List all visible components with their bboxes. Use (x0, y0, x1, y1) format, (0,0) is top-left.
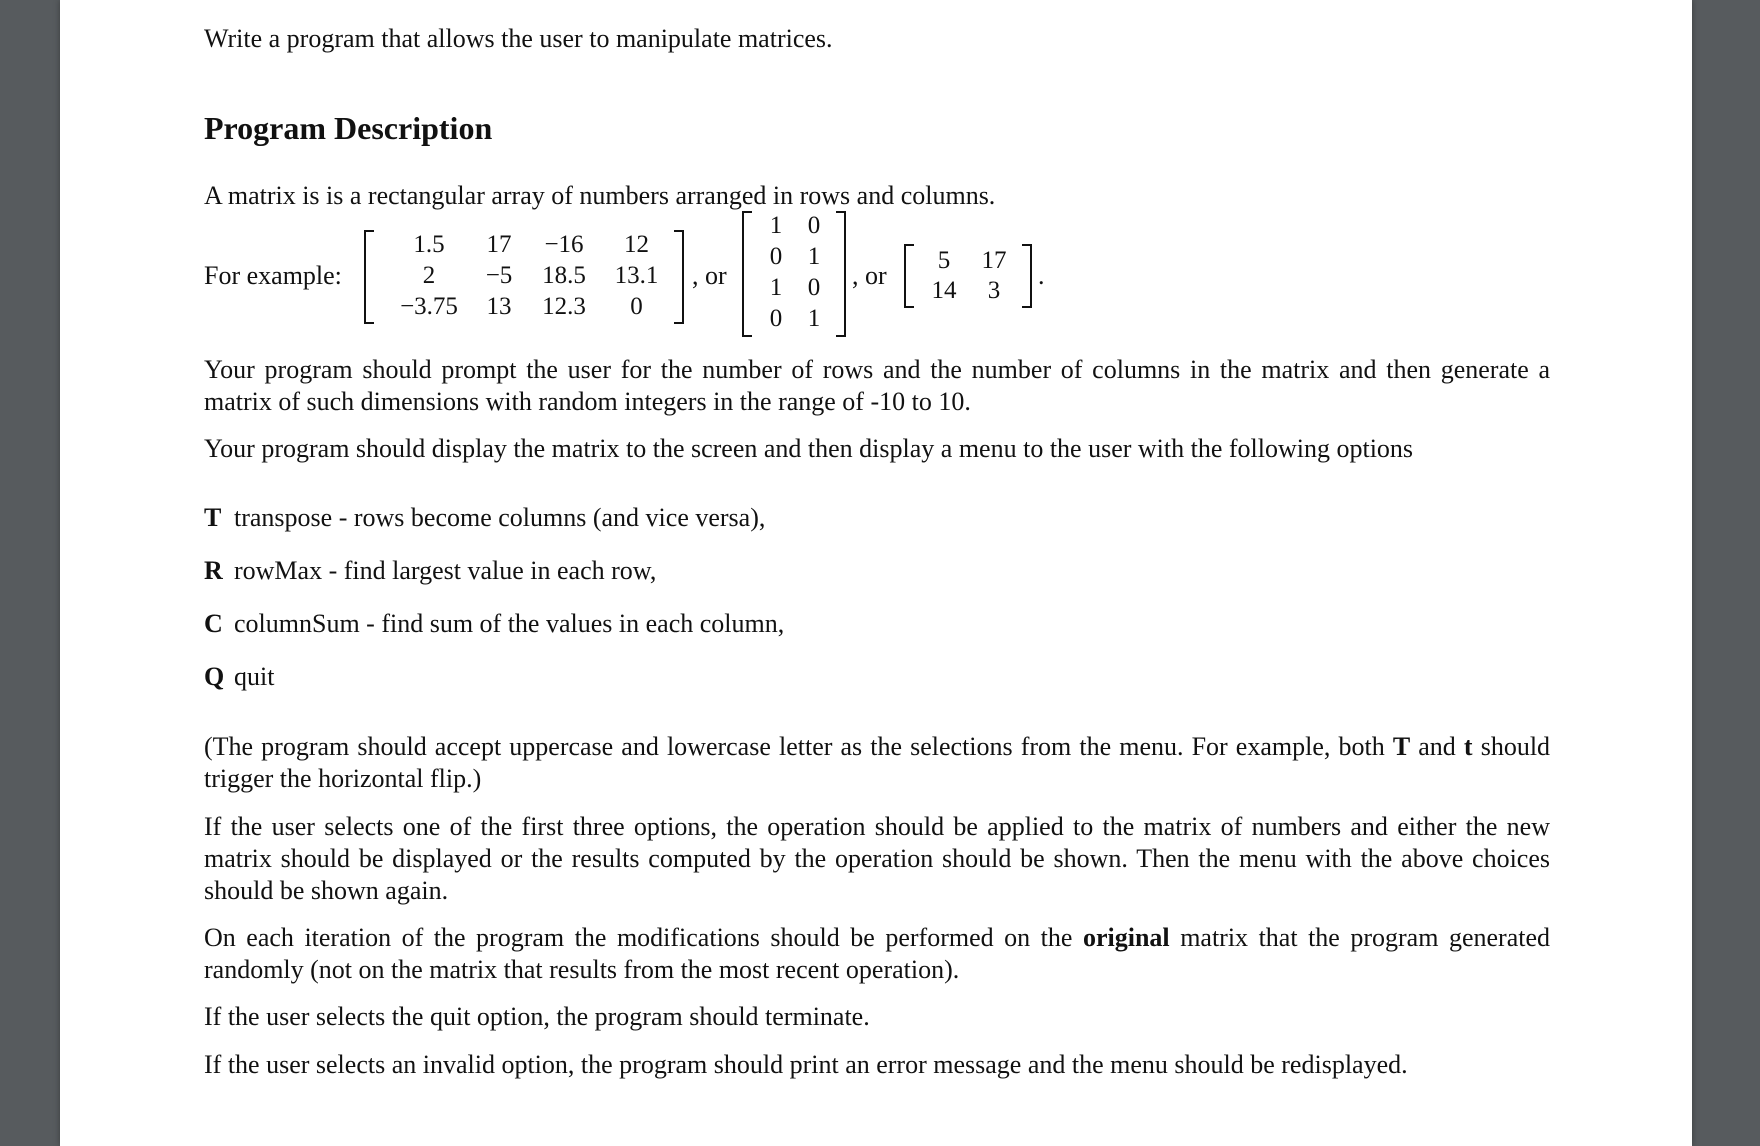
matrix-2-right-bracket (836, 211, 846, 337)
menu-key: R (204, 556, 223, 585)
quit-note: If the user selects the quit option, the program should terminate. (204, 1002, 870, 1031)
matrix-examples (204, 212, 1404, 342)
matrix-2-left-bracket (742, 211, 752, 337)
matrix-1-cell: −3.75 (400, 293, 458, 320)
separator-or-2: , or (852, 261, 887, 290)
matrix-example-2 (742, 211, 846, 337)
iteration-paragraph (204, 922, 1550, 986)
matrix-3-right-bracket (1022, 244, 1032, 308)
menu-option-columnsum (204, 608, 784, 640)
intro-text: Write a program that allows the user to manipulate matrices. (204, 24, 833, 53)
matrix-3-cell: 3 (987, 277, 1001, 304)
menu-text: columnSum - find sum of the values in each column, (234, 609, 785, 638)
matrix-3-cell: 14 (931, 277, 957, 304)
matrix-1-cell: −5 (485, 262, 513, 289)
definition-text: A matrix is is a rectangular array of numbers arranged in rows and columns. (204, 181, 996, 210)
case-note-text-should: should (1480, 732, 1551, 761)
first-three-line-3: should be shown again. (204, 876, 449, 905)
first-three-line-1: If the user selects one of the first three options, the operation should be applied to the matrix of numbers and either the new (204, 812, 1550, 841)
case-note-bold-T: T (1392, 732, 1411, 761)
matrix-2-cell: 0 (769, 243, 783, 270)
matrix-2-cell: 0 (769, 305, 783, 332)
matrix-1-cell: 0 (630, 293, 643, 320)
menu-text: quit (234, 662, 275, 691)
first-three-paragraph (204, 811, 1550, 907)
matrix-1-cell: 2 (422, 262, 436, 289)
invalid-note: If the user selects an invalid option, the program should print an error message and the menu should be redisplayed. (204, 1050, 1408, 1079)
matrix-1-right-bracket (674, 230, 684, 324)
matrix-2-cell: 1 (769, 212, 783, 239)
iteration-text-c: matrix that the program generated (1180, 923, 1551, 952)
matrix-1-cell: 17 (486, 231, 512, 258)
first-three-line-2: matrix should be displayed or the results computed by the operation should be shown. Then the menu with the above choices (204, 844, 1550, 873)
prompt-line-1: Your program should prompt the user for the number of rows and the number of columns in the matrix and then generate a (204, 355, 1550, 384)
matrix-1-left-bracket (364, 230, 374, 324)
matrix-2-cell: 1 (807, 243, 821, 270)
matrix-1-cell: 1.5 (413, 231, 445, 258)
case-note-paragraph (204, 731, 1550, 795)
matrix-1-cell: 13 (486, 293, 512, 320)
matrix-1-cell: 13.1 (614, 262, 659, 289)
menu-option-transpose (204, 502, 765, 534)
matrix-1-cell: 18.5 (542, 262, 586, 289)
menu-key: C (204, 609, 223, 638)
matrix-example-1 (364, 230, 684, 324)
iteration-line-2: randomly (not on the matrix that results from the most recent operation). (204, 955, 960, 984)
separator-or-1: , or (692, 261, 727, 290)
case-note-line-1 (204, 731, 1550, 763)
separator-period: . (1038, 261, 1045, 290)
case-note-text-and: and (1418, 732, 1456, 761)
iteration-text-a: On each iteration of the program the modifications should be performed on the (204, 923, 1073, 952)
menu-option-rowmax (204, 555, 656, 587)
matrix-2-cell: 1 (807, 305, 821, 332)
menu-text: transpose - rows become columns (and vice versa), (234, 503, 766, 532)
prompt-paragraph (204, 354, 1550, 418)
menu-key: T (204, 503, 222, 532)
prompt-line-2: matrix of such dimensions with random integers in the range of -10 to 10. (204, 387, 971, 416)
matrix-2-cell: 1 (769, 274, 783, 301)
matrix-example-3 (904, 244, 1032, 308)
matrix-3-left-bracket (904, 244, 914, 308)
matrix-2-cell: 0 (807, 212, 821, 239)
case-note-line-2: trigger the horizontal flip.) (204, 764, 482, 793)
case-note-bold-t: t (1463, 732, 1473, 761)
menu-text: rowMax - find largest value in each row, (234, 556, 657, 585)
matrix-1-cell: 12 (624, 231, 649, 258)
iteration-bold-original: original (1082, 923, 1170, 952)
menu-key: Q (204, 662, 225, 691)
case-note-text-a: (The program should accept uppercase and lowercase letter as the selections from the menu. For example, both (204, 732, 1385, 761)
matrix-2-cell: 0 (807, 274, 821, 301)
menu-option-quit (204, 661, 274, 693)
matrix-1-cell: 12.3 (542, 293, 586, 320)
section-title: Program Description (204, 110, 493, 146)
example-label: For example: (204, 261, 342, 290)
display-menu-text: Your program should display the matrix to the screen and then display a menu to the user with the following options (204, 434, 1414, 463)
matrix-3-cell: 17 (981, 247, 1007, 274)
matrix-1-cell: −16 (544, 231, 584, 258)
iteration-line-1 (204, 922, 1550, 954)
document-page (60, 0, 1692, 1146)
matrix-3-cell: 5 (937, 247, 951, 274)
